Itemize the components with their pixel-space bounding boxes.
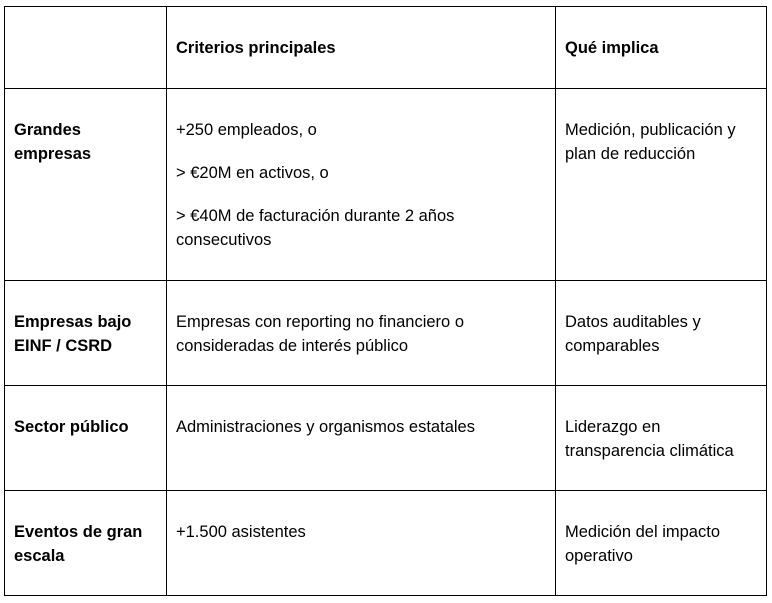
header-label-empty [5, 7, 166, 36]
criteria-table [4, 6, 767, 596]
criteria-cell [167, 281, 556, 386]
criteria-item: > €40M de facturación durante 2 años consecutivos [176, 207, 455, 249]
criteria-item: Administraciones y organismos estatales [176, 418, 475, 436]
table-row [5, 491, 767, 596]
implication-text: Liderazgo en transparencia climática [565, 418, 734, 460]
criteria-list [167, 89, 555, 252]
category-cell [5, 281, 167, 386]
header-label-implication: Qué implica [565, 39, 659, 57]
implication-cell [556, 386, 767, 491]
table-row [5, 386, 767, 491]
table-row [5, 281, 767, 386]
table-header-row [5, 7, 767, 89]
category-cell [5, 386, 167, 491]
criteria-list [167, 386, 555, 439]
implication-text: Medición, publicación y plan de reducción [565, 121, 736, 163]
category-cell [5, 89, 167, 281]
criteria-cell [167, 89, 556, 281]
criteria-item: +250 empleados, o [176, 121, 317, 139]
criteria-cell [167, 491, 556, 596]
header-label-criteria: Criterios principales [176, 39, 336, 57]
criteria-item: > €20M en activos, o [176, 164, 329, 182]
implication-text: Medición del impacto operativo [565, 523, 720, 565]
category-label: Eventos de gran escala [14, 523, 143, 565]
category-cell [5, 491, 167, 596]
header-cell-empty [5, 7, 167, 89]
implication-cell [556, 281, 767, 386]
implication-cell [556, 491, 767, 596]
table-row [5, 89, 767, 281]
category-label: Empresas bajo EINF / CSRD [14, 313, 132, 355]
category-label: Sector público [14, 418, 129, 436]
implication-cell [556, 89, 767, 281]
header-cell-implication [556, 7, 767, 89]
implication-text: Datos auditables y comparables [565, 313, 701, 355]
criteria-item: Empresas con reporting no financiero o consideradas de interés público [176, 313, 464, 355]
criteria-list [167, 281, 555, 358]
category-label: Grandes empresas [14, 121, 92, 163]
criteria-item: +1.500 asistentes [176, 523, 306, 541]
criteria-cell [167, 386, 556, 491]
criteria-list [167, 491, 555, 544]
header-cell-criteria [167, 7, 556, 89]
